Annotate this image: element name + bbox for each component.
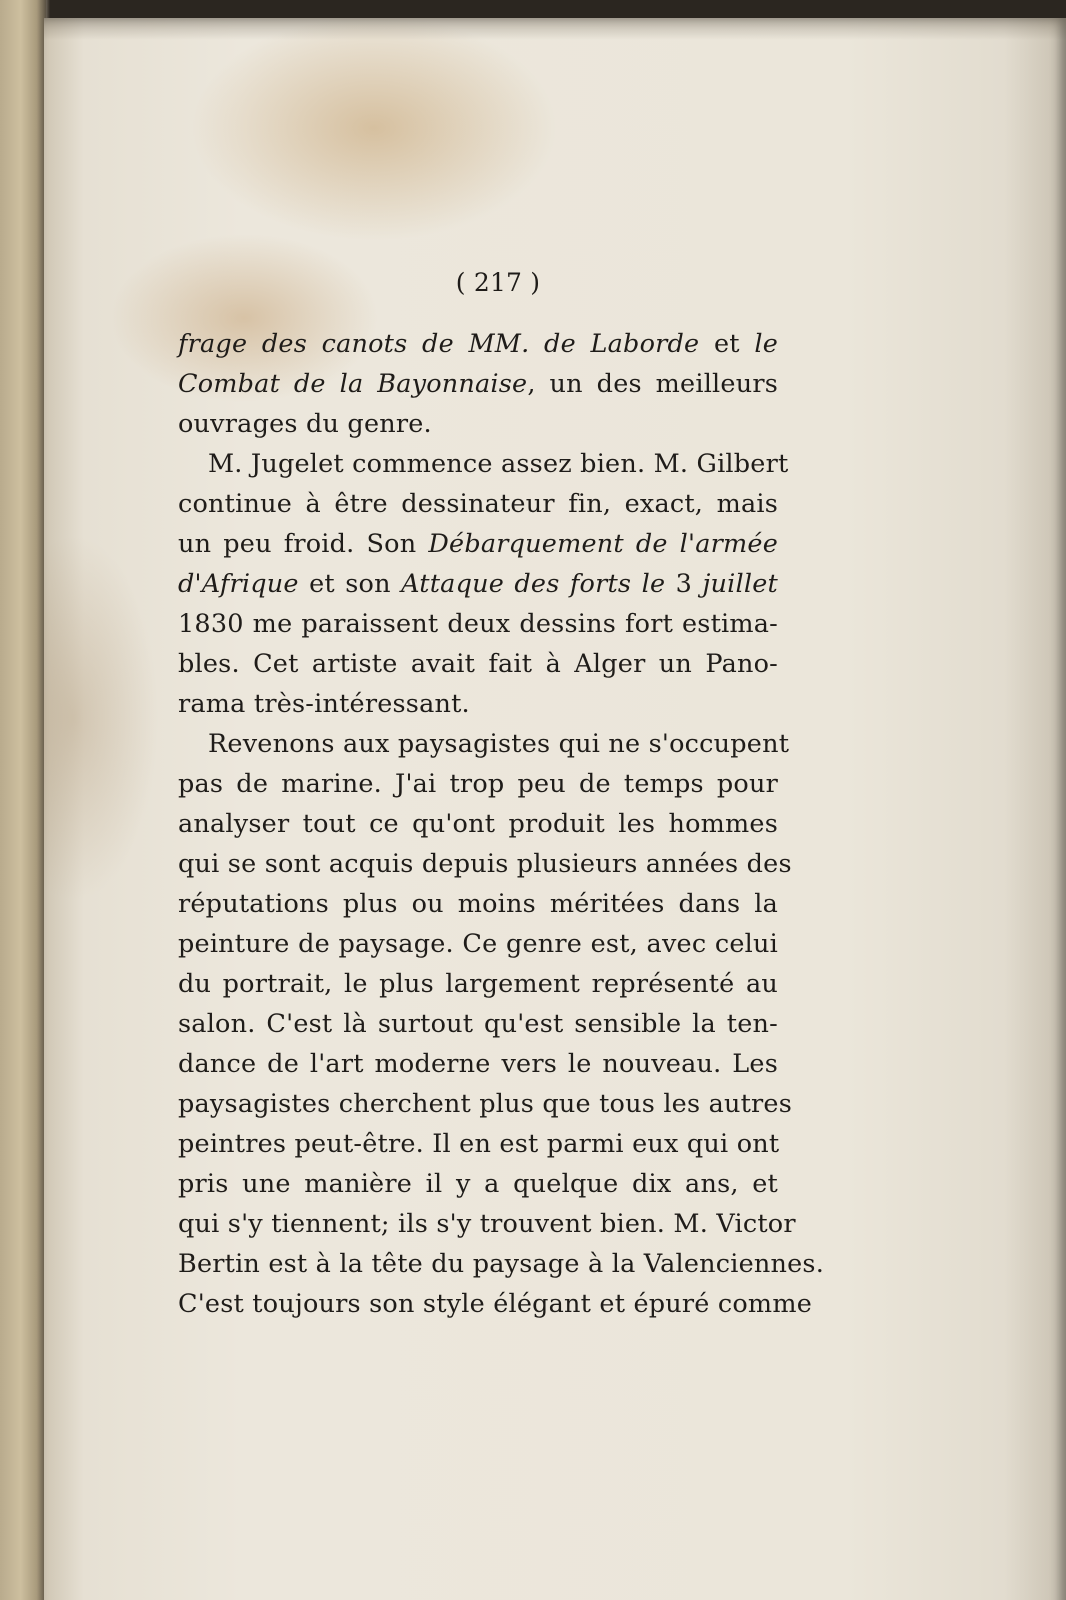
page-number: ( 217 ) <box>455 268 541 297</box>
book-page <box>44 18 1066 1600</box>
text-segment: qui s'y tiennent; ils s'y trouvent bien. M. Victor <box>178 1209 796 1239</box>
text-segment: Revenons aux paysagistes qui ne s'occupent <box>208 729 790 759</box>
text-segment: peintres peut-être. Il en est parmi eux qui ont <box>178 1129 780 1159</box>
text-segment: 3 <box>665 569 703 599</box>
text-segment: Bertin est à la tête du paysage à la Valenciennes. <box>178 1249 825 1279</box>
text-line <box>178 1044 778 1084</box>
text-segment: continue à être dessinateur fin, exact, mais <box>178 489 778 519</box>
text-line <box>178 1164 778 1204</box>
text-segment: dance de l'art moderne vers le nouveau. Les <box>178 1049 778 1079</box>
text-line <box>178 924 778 964</box>
text-segment: ouvrages du genre. <box>178 409 432 439</box>
text-line <box>178 444 789 484</box>
text-line <box>178 1124 778 1164</box>
text-segment: pas de marine. J'ai trop peu de temps pour <box>178 769 778 799</box>
text-line <box>178 364 778 404</box>
text-segment: 1830 me paraissent deux dessins fort estima- <box>178 609 778 639</box>
text-segment: et <box>699 329 755 359</box>
italic-text: le <box>754 329 778 359</box>
text-line <box>178 724 790 764</box>
italic-text: Combat de la Bayonnaise <box>178 369 528 399</box>
text-segment: pris une manière il y a quelque dix ans, et <box>178 1169 778 1199</box>
text-segment: un peu froid. Son <box>178 529 429 559</box>
text-segment: C'est toujours son style élégant et épuré comme <box>178 1289 812 1319</box>
text-segment: et son <box>298 569 402 599</box>
text-line <box>178 644 778 684</box>
text-segment: du portrait, le plus largement représenté au <box>178 969 778 999</box>
text-segment: rama très-intéressant. <box>178 689 470 719</box>
text-segment: , un des meilleurs <box>527 369 778 399</box>
text-line <box>178 884 778 924</box>
text-line <box>178 1244 825 1284</box>
italic-text: juillet <box>702 569 778 599</box>
text-line <box>178 564 778 604</box>
text-segment: M. Jugelet commence assez bien. M. Gilbert <box>208 449 789 479</box>
text-line <box>178 524 778 564</box>
text-line <box>178 804 778 844</box>
text-segment: qui se sont acquis depuis plusieurs années des <box>178 849 792 879</box>
italic-text: frage des canots de MM. de Laborde <box>178 329 700 359</box>
text-line <box>178 1004 778 1044</box>
text-line <box>178 1204 796 1244</box>
text-line <box>178 404 778 444</box>
text-line <box>178 684 778 724</box>
text-segment: paysagistes cherchent plus que tous les autres <box>178 1089 793 1119</box>
text-line <box>178 964 778 1004</box>
text-line <box>178 604 778 644</box>
italic-text: Débarquement de l'armée <box>428 529 778 559</box>
italic-text: Attaque des forts le <box>401 569 666 599</box>
italic-text: d'Afrique <box>178 569 299 599</box>
text-line <box>178 1284 812 1324</box>
text-line <box>178 324 778 364</box>
text-segment: salon. C'est là surtout qu'est sensible la ten- <box>178 1009 778 1039</box>
text-line <box>178 764 778 804</box>
text-line <box>178 1084 793 1124</box>
text-line <box>178 844 792 884</box>
text-segment: peinture de paysage. Ce genre est, avec celui <box>178 929 778 959</box>
text-segment: bles. Cet artiste avait fait à Alger un Pano- <box>178 649 778 679</box>
text-segment: réputations plus ou moins méritées dans la <box>178 889 778 919</box>
book-cover-edge <box>0 0 46 1600</box>
text-line <box>178 484 778 524</box>
text-segment: analyser tout ce qu'ont produit les hommes <box>178 809 778 839</box>
